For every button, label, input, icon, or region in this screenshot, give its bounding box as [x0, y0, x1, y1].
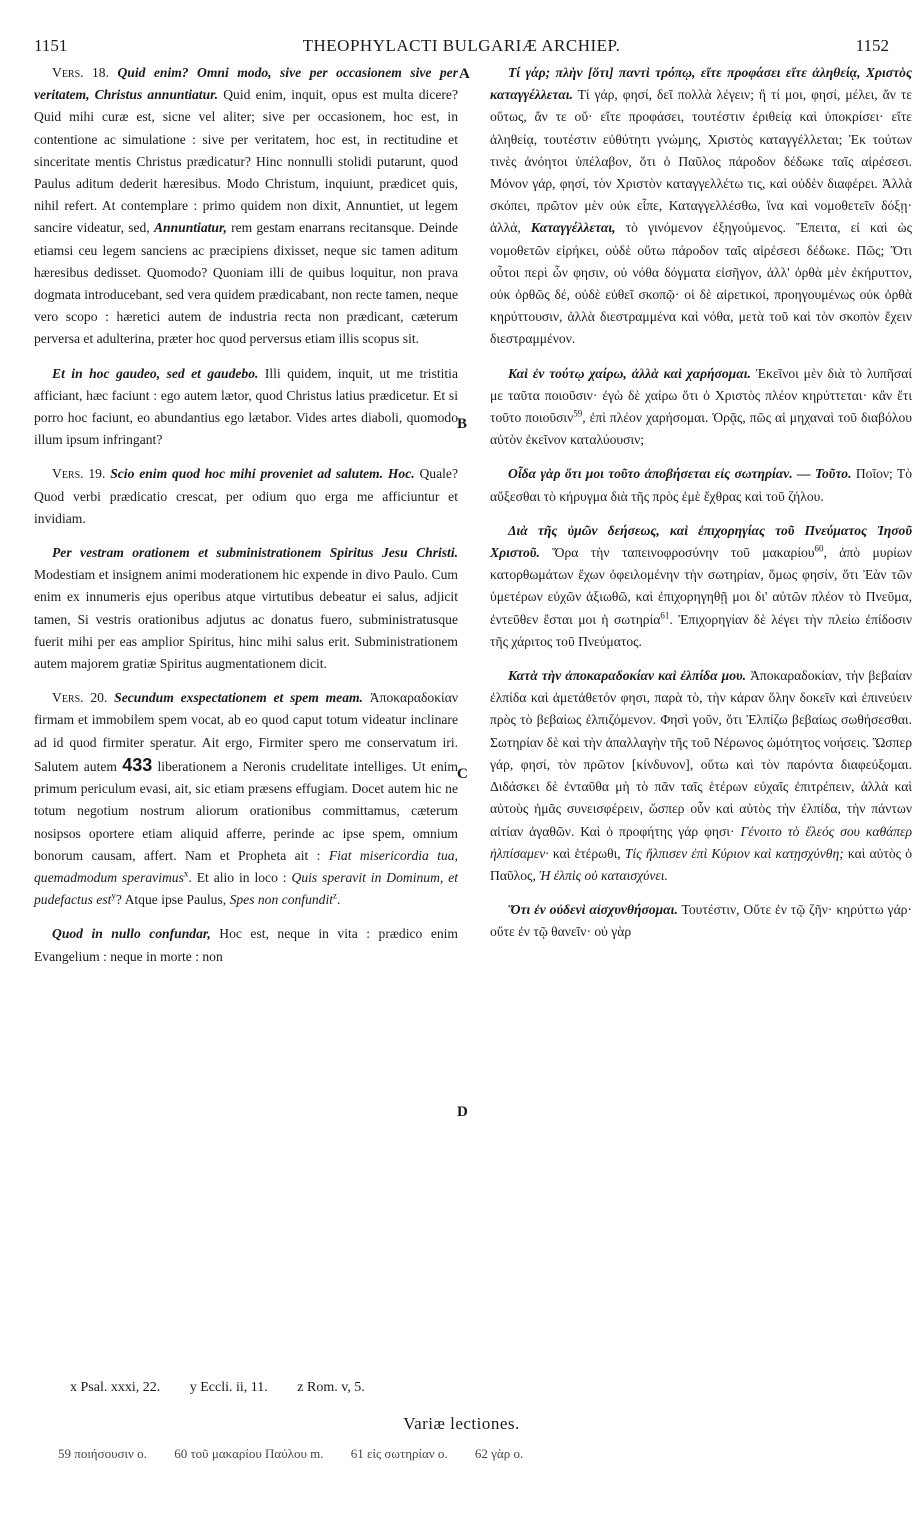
right-page-number: 1152 — [855, 36, 889, 55]
latin-paragraph-vers18 — [34, 62, 458, 351]
variant-ref: 61 — [660, 610, 670, 621]
variant-reading: 62 γὰρ o. — [474, 1446, 524, 1461]
commentary-text: Quid enim, inquit, opus est multa dicere? Quid mihi curæ est, sicne vel aliter; sive per occasionem, hoc est, in contentione ac simulatione : sive per veritatem, hoc est, in rectitudine et sinceritate mentis Christus prædicatur? Hinc nonnulli stolidi putarunt, quod Paulus aditum dederit hæresibus. Modo Christum, inquiunt, prædicet quis, nihil refert. At contemplare : primo quidem non dixit, Annuntiet, ut legem sancire videatur, sed, — [34, 87, 458, 236]
page-header — [30, 34, 893, 58]
lemma: Per vestram orationem et subministrationem Spiritus Jesu Christi. — [52, 545, 458, 561]
commentary-text: liberationem a Neronis crudelitate intelliges. Ut enim primum periculum evasi, ait, sic etiam præsens effugiam. Docet autem hic ne totum negotium nostrum aliorum orationibus committamus, cæterum nosipsos oportere etiam aliquid afferre, perinde ac ipse spem, omnium bonorum causam, affert. Nam et Propheta ait : — [34, 758, 459, 863]
margin-marker-a: A — [459, 66, 470, 82]
lemma: Διὰ τῆς ὑμῶν δεήσεως, καὶ ἐπιχορηγίας τοῦ Πνεύματος Ἰησοῦ Χριστοῦ. — [490, 522, 912, 561]
scripture-quote: Spes non confundit — [229, 892, 334, 908]
commentary-text: Τουτέστιν, Οὔτε ἐν τῷ ζῆν· κηρύττω γάρ· οὔτε ἐν τῷ θανεῖν· οὐ γὰρ — [490, 902, 912, 940]
scripture-quote: Ἡ ἐλπὶς οὐ καταισχύνει. — [539, 867, 668, 883]
running-title: THEOPHYLACTI BULGARIÆ ARCHIEP. — [302, 36, 621, 55]
greek-paragraph-1 — [490, 62, 912, 351]
variant-reading: 61 εἰς σωτηρίαν o. — [350, 1446, 448, 1461]
commentary-text: ? Atque ipse Paulus, — [115, 892, 227, 908]
scripture-quote: Fiat misericordia tua, quemadmodum speravimus — [34, 847, 458, 885]
greek-column — [490, 62, 912, 944]
commentary-text: Τί γάρ, φησί, δεῖ πολλὰ λέγειν; ἢ τί μοι, φησί, μέλει, ἄν τε οὕτως, ἄν τε οὔ· εἴτε προφάσει, τουτέστιν ἐριθείᾳ καὶ ὑποκρίσει· εἴτε ἀληθείᾳ, τουτέστιν εὐθύτητι γνώμης, Χριστὸς καταγγέλλεται; Ἐκ τούτων τινὲς ἀνόητοι ὑπέλαβον, ὅτι ὁ Παῦλος πάροδον δέδωκε ταῖς αἱρέσεσι. Μόνον γάρ, φησί, τὸν Χριστὸν καταγγελλέτω τις, καὶ οὐδὲν διαφέρει. Ἀλλὰ σκόπει, πρῶτον μὲν οὐκ εἶπε, Καταγγελλέσθω, ἵνα καὶ νομοθετεῖν δόξῃ· ἀλλά, — [490, 87, 913, 236]
variant-ref: 60 — [814, 543, 824, 554]
scripture-quote: Γένοιτο τὸ ἔλεός σου καθάπερ ἠλπίσαμεν· — [490, 823, 912, 861]
lemma: Quid enim? Omni modo, sive per occasionem sive per veritatem, Christus annuntiatur. — [34, 65, 458, 103]
margin-marker-b: B — [457, 416, 468, 432]
variae-lectiones-title: Variæ lectiones. — [403, 1414, 520, 1433]
scripture-quote: Τίς ἤλπισεν ἐπὶ Κύριον καὶ κατῃσχύνθη; — [624, 845, 844, 861]
verse-label: Vers. 19. — [52, 466, 106, 482]
footnote-ref: z — [333, 890, 338, 901]
commentary-text: rem gestam enarrans recitansque. Deinde etiamsi ceu legem sanciens ac præcipiens dixisset, neque sic tamen aditum hæresibus dedisset. Quomodo? Quoniam illi de quibus loquitur, non prava dogmata introducebant, sed vera quidem prædicabant, non recte tamen, neque vero scopo : hæretici autem de industria recta non prædicant, cæterum perversa et adulterina, præter hoc quod perversus etiam illis scopus sit. — [34, 220, 459, 347]
commentary-text: Modestiam et insignem animi moderationem hic expende in divo Paulo. Cum enim ex innumeris ejus operibus atque virtutibus debeatur ei salus, adjicit tamen, Si vestris orationibus adjutus ac donatus fuero, subministratusque fuerit mihi per eas amplior Spiritus, hinc mihi salus erit. Subministrationem autem majorem gratiæ Spiritus augmentationem dicit. — [34, 567, 458, 672]
latin-paragraph-gaudeo — [34, 363, 458, 452]
latin-paragraph-vers19 — [34, 463, 458, 530]
lemma: Ὅτι ἐν οὐδενὶ αἰσχυνθήσομαι. — [508, 902, 678, 918]
greek-paragraph-6 — [490, 899, 912, 943]
commentary-text: Ἀποκαραδοκίαν firmam et immobilem spem vocat, ab eo quod caput totum videatur inclinare ad id quod firmiter speratur. Ait ergo, Firmiter spero me conservatum iri. Salutem autem — [34, 690, 458, 774]
commentary-text: καὶ αὐτὸς ὁ Παῦλος, — [490, 845, 912, 883]
left-page-number: 1151 — [34, 36, 68, 55]
greek-paragraph-4 — [490, 520, 912, 653]
latin-paragraph-orationem — [34, 542, 458, 675]
commentary-text: Hoc est, neque in vita : prædico enim Evangelium : neque in morte : non — [34, 926, 458, 964]
commentary-text: τὸ γινόμενον ἐξηγούμενος. Ἔπειτα, εἰ καὶ ὡς νομοθετῶν εἰρήκει, οὐδὲ οὕτω πάροδον ταῖς αἱρέσεσι δέδωκε. Πῶς; Ὅτι οὗτοι περὶ ὧν φησιν, οὐ νόθα δόγματα εἰσῆγον, ἀλλ' ὀρθὰ μὲν ἐκήρυττον, οὐκ ὀρθῶς δέ, οὐδὲ εὐθεῖ σκοπῷ· οἱ δὲ αἱρετικοί, προηγουμένως οὐκ ὀρθὰ κηρύττουσιν, ἀλλὰ διεστραμμένα καὶ νόθα, μετὰ τοῦ καὶ τὸν σκοπὸν ἔχειν διεστραμμένον. — [490, 220, 912, 347]
lemma: Τί γάρ; πλὴν [ὅτι] παντὶ τρόπῳ, εἴτε προφάσει εἴτε ἀληθείᾳ, Χριστὸς καταγγέλλεται. — [490, 65, 912, 103]
footnote-ref: x — [183, 868, 189, 879]
lemma: Quod in nullo confundar, — [52, 926, 211, 942]
footnote: x Psal. xxxi, 22. — [70, 1380, 161, 1395]
commentary-text: Illi quidem, inquit, ut me tristitia afficiant, hæc faciunt : ego autem lætor, quod Christus latius prædicetur. Et si porro hoc faciunt, eo abundantius ego lætabor. Vides artes diaboli, quomodo illum ipsum infringant? — [34, 365, 458, 448]
commentary-text: , ἀπὸ μυρίων κατορθωμάτων ἔχων ὀφειλομένην τὴν σωτηρίαν, ὅμως φησίν, ὅτι Ἐὰν τῶν ὑμετέρων εὐχῶν ἀξιωθῶ, καὶ ἐπιχορηγηθῇ μοι δι' αὐτῶν πλέον τὸ Πνεῦμα, ἐντεῦθεν ἔσται μοι ἡ σωτηρία — [490, 545, 912, 627]
greek-paragraph-3 — [490, 463, 912, 507]
commentary-text: . Ἐπιχορηγίαν δὲ λέγει τὴν πλείω ἐπίδοσιν τῆς χάριτος τοῦ Πνεύματος. — [490, 611, 912, 649]
footnotes — [70, 1380, 391, 1396]
verse-label: Vers. 18. — [52, 65, 109, 80]
margin-marker-c: C — [457, 766, 468, 782]
greek-paragraph-5 — [490, 665, 912, 887]
commentary-text: Ἀποκαραδοκίαν, τὴν βεβαίαν ἐλπίδα καὶ ἀμετάθετόν φησι, παρὰ τὸ, τὴν κάραν ὅλην δοκεῖν καὶ ἐπινεύειν πρὸς τὸ βεβαίως ἐλπιζόμενον. Φησὶ γοῦν, ὅτι Ἐλπίζω βεβαίως σωθήσεσθαι. Σωτηρίαν δὲ καὶ τὴν ἀπαλλαγὴν τῆς τοῦ Νέρωνος ὠμότητος νοήσεις. Ὥσπερ γάρ, φησί, τὸν πρῶτον [κίνδυνον], οὕτω καὶ τὸν παρόντα διαφεύξομαι. Διδάσκει δὲ ἐνταῦθα μὴ τὸ πᾶν ταῖς ἑτέρων εὐχαῖς ἐπιτρέπειν, ἀλλὰ καὶ αὐτοὺς ἡμᾶς συνεισφέρειν, ὥσπερ οὖν καὶ αὐτὸς τὴν ἐλπίδα, τὴν πάντων αἰτίαν ἀγαθῶν. Καὶ ὁ προφήτης γάρ φησι· — [490, 668, 912, 839]
commentary-text: , ἐπὶ πλέον χαρήσομαι. Ὁρᾷς, πῶς αἱ μηχαναὶ τοῦ διαβόλου αὐτὸν ἐκεῖνον καταλύουσιν; — [490, 410, 913, 448]
lemma: Κατὰ τὴν ἀποκαραδοκίαν καὶ ἐλπίδα μου. — [508, 668, 747, 684]
margin-marker-d: D — [457, 1104, 468, 1120]
variant-ref: 59 — [573, 408, 583, 419]
lemma: Καὶ ἐν τούτῳ χαίρω, ἀλλὰ καὶ χαρήσομαι. — [508, 365, 751, 381]
footnote: y Eccli. ii, 11. — [189, 1380, 268, 1395]
latin-column — [34, 62, 458, 968]
verse-label: Vers. 20. — [52, 690, 108, 706]
footnote-ref: y — [111, 890, 116, 901]
lemma: Οἶδα γὰρ ὅτι μοι τοῦτο ἀποβήσεται εἰς σωτηρίαν. — Τοῦτο. — [508, 466, 852, 482]
column-number: 433 — [122, 754, 153, 775]
lemma: Annuntiatur, — [153, 220, 227, 236]
commentary-text: καὶ ἑτέρωθι, — [552, 845, 621, 861]
latin-paragraph-confundar — [34, 923, 458, 967]
variant-reading: 59 ποιήσουσιν o. — [58, 1446, 147, 1461]
commentary-text: Ὅρα τὴν ταπεινοφροσύνην τοῦ μακαρίου — [552, 545, 815, 561]
lemma: Scio enim quod hoc mihi proveniet ad salutem. Hoc. — [110, 466, 415, 482]
lemma: Καταγγέλλεται, — [530, 220, 616, 236]
lemma: Secundum exspectationem et spem meam. — [114, 690, 363, 706]
commentary-text: Et alio in loco : — [196, 869, 287, 885]
greek-paragraph-2 — [490, 363, 912, 452]
variae-lectiones — [58, 1446, 547, 1462]
commentary-text: Ποῖον; Τὸ αὔξεσθαι τὸ κήρυγμα διὰ τῆς πρὸς ἐμὲ ἔχθρας καὶ τοῦ ζήλου. — [490, 466, 912, 504]
variant-reading: 60 τοῦ μακαρίου Παύλου m. — [174, 1446, 324, 1461]
commentary-text: Ἐκεῖνοι μὲν διὰ τὸ λυπῆσαί με ταῦτα ποιοῦσιν· ἐγὼ δὲ χαίρω ὅτι ὁ Χριστὸς πλέον κηρύττεται· κἂν ἔτι τοῦτο ποιοῦσιν — [490, 365, 912, 426]
lemma: Et in hoc gaudeo, sed et gaudebo. — [52, 365, 259, 381]
commentary-text: Quale? Quod verbi prædicatio crescat, per odium quo erga me afficiuntur et invidiam. — [34, 466, 458, 526]
scripture-quote: Quis speravit in Dominum, et pudefactus est — [34, 869, 459, 908]
footnote: z Rom. v, 5. — [297, 1380, 365, 1395]
latin-paragraph-vers20: Vers. 20. Secundum exspectationem et spem meam. Ἀποκαραδοκίαν firmam et immobilem spem vocat, ab eo quod caput totum videatur inclinare ad id quod firmiter speratur. Ait ergo, Firmiter spero me conservatum iri. Salutem autem 433 liberationem a Neronis crudelitate intelliges. Ut enim primum periculum evasi, ait, sic etiam præsens effugiam. Docet autem hic ne totum negotium nostrum aliorum orationibus committamus, cæterum nosipsos oportere etiam aliquid afferre, perinde ac ipse spem, omnium bonorum causam, affert. Nam et Propheta ait : Fiat misericordia tua, quemadmodum speravimus$^x$. Et alio in loco : Quis speravit in Dominum, et pudefactus est$^y$? Atque ipse Paulus, Spes non confundit$^z$. — [34, 690, 459, 908]
